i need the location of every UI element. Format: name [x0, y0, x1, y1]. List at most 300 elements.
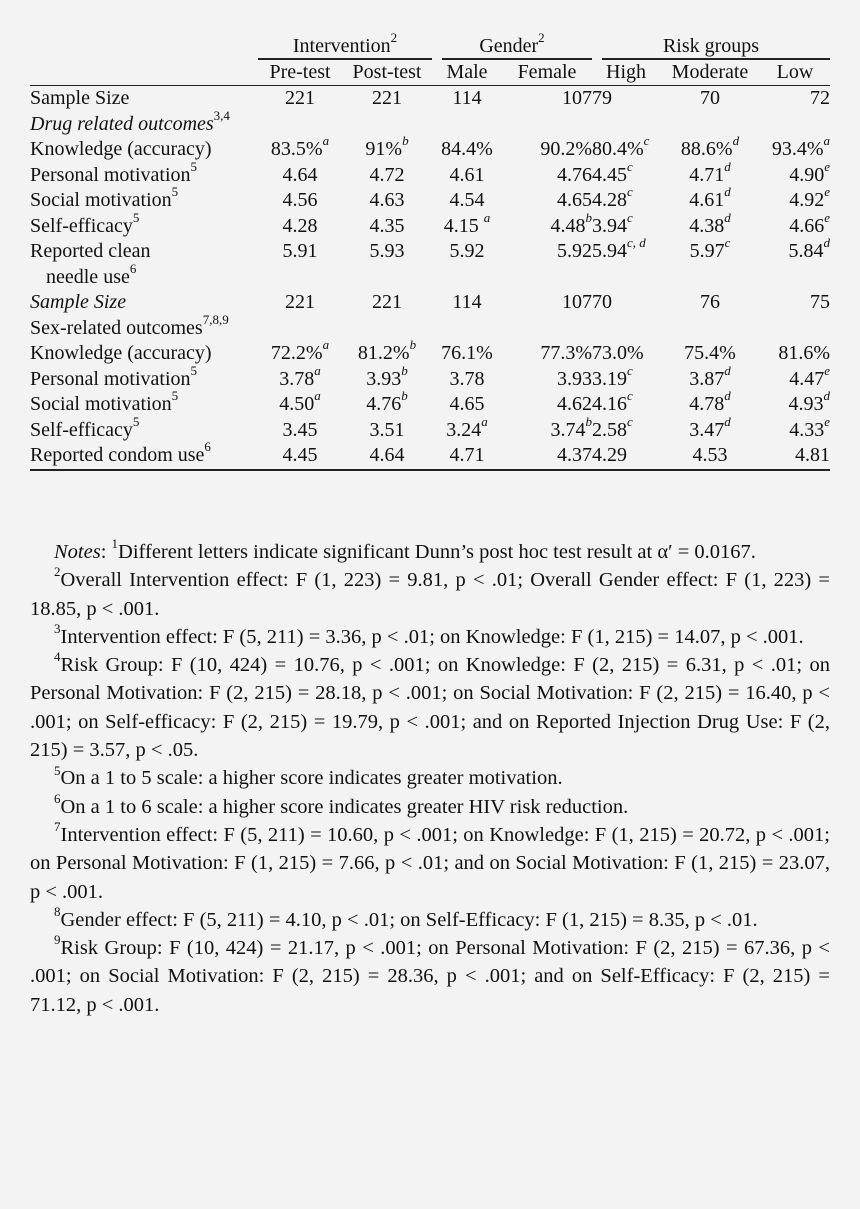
table-cell — [592, 316, 660, 342]
cell-value: 4.72 — [369, 163, 405, 186]
cell-value: 5.92 — [449, 240, 485, 262]
cell-value: 4.61 — [449, 163, 485, 186]
cell-value: 3.78 — [449, 367, 485, 390]
row-label — [30, 209, 258, 240]
column-group-label: Intervention — [292, 35, 391, 57]
footnote-mark: 6 — [54, 790, 61, 806]
footnote-mark: 5 — [190, 158, 198, 174]
significance-letter: b — [409, 337, 417, 353]
cell-value: 5.91 — [282, 240, 318, 262]
significance-letter: c — [643, 133, 650, 149]
row-label — [30, 239, 258, 265]
cell-value: 80.4% — [592, 138, 644, 160]
footnote — [30, 566, 830, 623]
cell-value: 3.74 — [550, 418, 586, 441]
table-cell — [432, 341, 502, 367]
significance-letter: c — [627, 209, 633, 225]
footnote-text: Gender effect: F (5, 211) = 4.10, p < .01; on Self-Efficacy: F (1, 215) = 8.35, p < .01. — [60, 908, 758, 931]
footnote-text: On a 1 to 5 scale: a higher score indicates greater motivation. — [60, 767, 563, 790]
table-cell — [258, 337, 342, 367]
row-label — [30, 184, 258, 214]
significance-letter: a — [322, 133, 330, 149]
cell-value: 83.5% — [270, 138, 323, 160]
cell-value: 77.3% — [540, 342, 592, 364]
table-cell — [502, 316, 592, 342]
table-cell — [660, 290, 760, 316]
row-label-text: Knowledge (accuracy) — [30, 138, 212, 160]
row-label — [30, 362, 258, 393]
table-cell — [502, 290, 592, 316]
footnote-mark: 2 — [54, 564, 61, 580]
cell-value: 3.93 — [557, 367, 592, 390]
table-row — [30, 163, 830, 189]
footnote-mark: 2 — [538, 30, 545, 46]
table-cell — [258, 86, 342, 112]
column-header-cell: Moderate — [660, 60, 760, 86]
column-header-cell: Post-test — [342, 60, 432, 86]
table-cell — [342, 388, 432, 418]
table-cell — [342, 337, 432, 367]
table-cell — [760, 112, 830, 138]
footnote-mark: 6 — [204, 439, 211, 455]
table-cell — [660, 388, 760, 418]
cell-value: 84.4% — [441, 138, 493, 160]
table-cell — [258, 443, 342, 470]
table-cell — [432, 112, 502, 138]
table-cell — [592, 265, 660, 291]
table-row — [30, 290, 830, 316]
significance-letter: e — [824, 158, 830, 174]
column-header-cell: Female — [502, 60, 592, 86]
significance-letter: a — [483, 209, 491, 225]
row-label — [30, 311, 258, 342]
footnote — [30, 764, 830, 792]
cell-value: 4.16 — [592, 393, 627, 415]
table-cell — [258, 239, 342, 265]
table-cell — [342, 239, 432, 265]
table-cell — [432, 163, 502, 189]
header-blank — [30, 60, 258, 86]
table-cell — [432, 265, 502, 291]
cell-value: 4.76 — [366, 393, 402, 415]
cell-value: 2.58 — [592, 418, 627, 441]
footnote — [30, 906, 830, 934]
table-cell — [258, 362, 342, 393]
table-row — [30, 367, 830, 393]
table-cell — [592, 362, 660, 393]
cell-value: 81.2% — [357, 342, 410, 364]
cell-value: 81.6% — [778, 342, 830, 364]
cell-value: 79 — [592, 87, 612, 109]
cell-value: 3.51 — [369, 418, 405, 441]
table-row — [30, 188, 830, 214]
significance-letter: c, d — [627, 235, 646, 251]
table-cell — [258, 133, 342, 163]
cell-value: 3.93 — [366, 367, 402, 390]
row-label-text: Sample Size — [30, 291, 127, 313]
significance-letter: b — [401, 362, 408, 378]
table-cell — [432, 239, 502, 265]
cell-value: 76 — [700, 291, 720, 313]
significance-letter: d — [724, 388, 731, 404]
column-group-label: Risk groups — [662, 35, 760, 57]
table-cell — [760, 388, 830, 418]
cell-value: 114 — [452, 87, 482, 109]
table-cell — [432, 392, 502, 418]
footnote-text: Risk Group: F (10, 424) = 21.17, p < .001; on Personal Motivation: F (2, 215) = 67.36, p < .001; on Social Motivation: F (2, 215) = 28.36, p < .001; and on Self-Efficacy: F (2, 215) = 71.12, p < .001. — [30, 937, 830, 1016]
cell-value: 4.92 — [789, 189, 825, 211]
table-row — [30, 137, 830, 163]
table-cell — [342, 418, 432, 444]
cell-value: 4.54 — [449, 189, 485, 211]
table-cell — [432, 316, 502, 342]
column-group-label: Gender — [479, 35, 539, 57]
significance-letter: b — [401, 388, 408, 404]
significance-letter: d — [724, 209, 731, 225]
table-cell — [660, 265, 760, 291]
column-group-2 — [432, 30, 592, 60]
table-cell — [592, 341, 660, 367]
significance-letter: a — [314, 388, 321, 404]
table-cell — [432, 137, 502, 163]
table-cell — [760, 133, 830, 163]
table-cell — [258, 112, 342, 138]
table-cell — [760, 290, 830, 316]
cell-value: 4.33 — [789, 418, 825, 441]
cell-value: 3.47 — [689, 418, 725, 441]
footnote-mark: 4 — [54, 649, 61, 665]
table-cell — [342, 86, 432, 112]
footnote-text: On a 1 to 6 scale: a higher score indicates greater HIV risk reduction. — [60, 795, 629, 818]
significance-letter: a — [322, 337, 330, 353]
table-cell — [592, 388, 660, 418]
table-cell — [342, 265, 432, 291]
column-group-1 — [258, 30, 432, 60]
table-cell — [258, 265, 342, 291]
table-cell — [660, 341, 760, 367]
significance-letter: c — [627, 362, 633, 378]
footnote: Notes: $^1$Different letters indicate significant Dunn’s post hoc test result at α′ = 0.0167. — [54, 536, 756, 563]
cell-value: 72 — [810, 87, 830, 109]
cell-value: 4.76 — [557, 163, 592, 186]
cell-value: 4.65 — [449, 393, 485, 415]
cell-value: 4.28 — [592, 189, 627, 211]
table-cell — [502, 86, 592, 112]
table-row — [30, 112, 830, 138]
row-label-text: Personal motivation — [30, 367, 191, 390]
cell-value: 4.15 — [443, 214, 484, 237]
row-label-text: Personal motivation — [30, 163, 191, 186]
table-cell — [760, 86, 830, 112]
column-header — [30, 60, 830, 86]
cell-value: 221 — [285, 87, 315, 109]
table-cell — [592, 235, 660, 265]
significance-letter: c — [627, 158, 633, 174]
group-underline — [602, 58, 830, 60]
table-cell — [592, 290, 660, 316]
table-cell — [760, 209, 830, 240]
table-cell — [760, 341, 830, 367]
table-cell — [660, 158, 760, 189]
row-label-text: Sex-related outcomes — [30, 316, 203, 339]
row-label-text: Sample Size — [30, 87, 130, 109]
table-cell — [342, 362, 432, 393]
cell-value: 107 — [562, 291, 592, 313]
table-cell — [660, 209, 760, 240]
cell-value: 3.78 — [279, 367, 315, 390]
cell-value: 221 — [372, 291, 402, 313]
footnote — [30, 934, 830, 1019]
table-cell — [592, 443, 660, 470]
cell-value: 114 — [452, 291, 482, 313]
row-label — [30, 388, 258, 418]
footnote-text: Risk Group: F (10, 424) = 10.76, p < .001; on Knowledge: F (2, 215) = 6.31, p < .01; on Personal Motivation: F (2, 215) = 28.18, p < .001; on Social Motivation: F (2, 215) = 16.40, p < .001; on Self-efficacy: F (2, 215) = 19.79, p < .001; and on Reported Injection Drug Use: F (2, 215) = 3.57, p < .05. — [30, 654, 830, 762]
significance-letter: a — [823, 133, 830, 149]
cell-value: 3.45 — [282, 418, 318, 441]
significance-letter: c — [627, 413, 633, 429]
table-row — [30, 214, 830, 240]
table-cell — [660, 184, 760, 214]
cell-value: 4.64 — [282, 163, 318, 186]
cell-value: 73.0% — [592, 342, 644, 364]
footnote-mark: 1 — [111, 536, 119, 552]
cell-value: 75 — [810, 291, 830, 313]
footnote-mark: 7,8,9 — [202, 311, 229, 327]
table-cell — [502, 341, 592, 367]
table-cell — [760, 362, 830, 393]
significance-letter: e — [824, 362, 830, 378]
table-cell — [660, 112, 760, 138]
cell-value: 72.2% — [270, 342, 323, 364]
cell-value: 4.78 — [689, 393, 725, 415]
group-underline — [258, 58, 432, 60]
table-cell — [760, 413, 830, 444]
table-cell — [592, 133, 660, 163]
table-cell — [502, 188, 592, 214]
row-label — [30, 260, 258, 291]
footnote-mark: 3,4 — [213, 107, 230, 123]
cell-value: 4.37 — [557, 444, 592, 466]
table-row — [30, 265, 830, 291]
significance-letter: d — [724, 413, 731, 429]
column-group-3 — [592, 34, 830, 60]
table-cell — [592, 112, 660, 138]
footnote-mark: 5 — [190, 362, 198, 378]
table-row — [30, 392, 830, 418]
table-row — [30, 341, 830, 367]
table-cell — [760, 443, 830, 470]
table-cell — [342, 316, 432, 342]
cell-value: 70 — [592, 291, 612, 313]
cell-value: 4.47 — [789, 367, 825, 390]
table-row — [30, 86, 830, 112]
footnote-mark: 5 — [54, 762, 61, 778]
table-cell — [660, 133, 760, 163]
footnote-mark: 2 — [390, 30, 398, 46]
cell-value: 221 — [372, 87, 402, 109]
footnote-mark: 6 — [129, 260, 137, 276]
table-cell — [502, 367, 592, 393]
row-label-text: Reported condom use — [30, 444, 205, 466]
notes-heading: Notes — [54, 541, 101, 563]
cell-value: 5.97 — [689, 240, 725, 262]
column-header-cell: Low — [760, 60, 830, 86]
footnote — [30, 821, 830, 906]
cell-value: 5.84 — [788, 240, 824, 262]
cell-value: 4.81 — [795, 444, 830, 466]
cell-value: 91% — [365, 138, 403, 160]
cell-value: 4.45 — [592, 163, 627, 186]
row-label-text: Social motivation — [30, 393, 172, 415]
cell-value: 5.93 — [369, 240, 405, 262]
table-cell — [760, 316, 830, 342]
cell-value: 4.28 — [282, 214, 318, 237]
row-label — [30, 439, 258, 470]
cell-value: 107 — [562, 87, 592, 109]
table-cell — [432, 443, 502, 470]
row-label — [30, 341, 258, 367]
significance-letter: c — [627, 184, 633, 200]
table-row — [30, 239, 830, 265]
column-header-cell: Male — [432, 60, 502, 86]
table-cell — [432, 209, 502, 240]
table-cell — [432, 290, 502, 316]
significance-letter: e — [824, 184, 830, 200]
table-cell — [342, 290, 432, 316]
row-label — [30, 137, 258, 163]
cell-value: 4.53 — [692, 444, 728, 466]
cell-value: 4.93 — [788, 393, 824, 415]
cell-value: 5.92 — [557, 240, 592, 262]
table-cell — [660, 316, 760, 342]
table-cell — [760, 158, 830, 189]
footnote-mark: 5 — [171, 184, 179, 200]
table-cell — [258, 316, 342, 342]
footnote-mark: 5 — [171, 388, 179, 404]
table-cell — [432, 413, 502, 444]
cell-value: 4.71 — [449, 444, 485, 466]
table-cell — [258, 290, 342, 316]
footnote-text: Intervention effect: F (5, 211) = 3.36, p < .01; on Knowledge: F (1, 215) = 14.07, p < .001. — [60, 625, 804, 648]
cell-value: 4.62 — [557, 393, 592, 415]
table-cell — [502, 413, 592, 444]
significance-letter: a — [314, 362, 321, 378]
cell-value: 4.29 — [592, 444, 627, 466]
table-row — [30, 443, 830, 470]
footnote-mark: 8 — [54, 904, 61, 920]
cell-value: 4.45 — [282, 444, 318, 466]
table-cell — [432, 86, 502, 112]
row-label-text: Social motivation — [30, 189, 172, 211]
table-cell — [592, 158, 660, 189]
cell-value: 3.24 — [446, 418, 482, 441]
table-cell — [258, 163, 342, 189]
table-cell — [432, 188, 502, 214]
significance-letter: d — [823, 388, 830, 404]
table-cell — [592, 413, 660, 444]
table-cell — [660, 235, 760, 265]
footnote-mark: 5 — [132, 413, 140, 429]
table-cell — [592, 209, 660, 240]
row-label — [30, 413, 258, 444]
significance-letter: d — [732, 133, 740, 149]
footnote-mark: 7 — [54, 819, 61, 835]
table-cell — [660, 362, 760, 393]
cell-value: 76.1% — [441, 342, 493, 364]
cell-value: 4.56 — [282, 189, 318, 211]
footnote-text: Overall Intervention effect: F (1, 223) = 9.81, p < .01; Overall Gender effect: F (1, 223) = 18.85, p < .001. — [30, 569, 830, 620]
table-cell — [760, 265, 830, 291]
row-label-text: Self-efficacy — [30, 214, 133, 237]
significance-letter: c — [627, 388, 633, 404]
table-cell — [502, 443, 592, 470]
row-label-text: Self-efficacy — [30, 418, 133, 441]
row-label — [30, 158, 258, 189]
table-cell — [502, 137, 592, 163]
table-cell — [502, 209, 592, 240]
cell-value: 4.90 — [789, 163, 825, 186]
footnote-mark: 3 — [54, 621, 61, 637]
significance-letter: e — [824, 209, 830, 225]
column-group-header — [30, 34, 830, 60]
significance-letter: b — [402, 133, 409, 149]
cell-value: 4.66 — [789, 214, 825, 237]
column-header-cell: Pre-test — [258, 60, 342, 86]
table-row — [30, 418, 830, 444]
footnote — [30, 623, 830, 651]
table-cell — [760, 184, 830, 214]
cell-value: 4.61 — [689, 189, 725, 211]
column-header-cell: High — [592, 60, 660, 86]
cell-value: 93.4% — [771, 138, 824, 160]
row-label-text: Knowledge (accuracy) — [30, 342, 212, 364]
cell-value: 88.6% — [680, 138, 733, 160]
table-cell — [660, 413, 760, 444]
table-cell — [760, 235, 830, 265]
significance-letter: a — [481, 413, 488, 429]
table-cell — [592, 184, 660, 214]
significance-letter: d — [724, 158, 731, 174]
cell-value: 4.38 — [689, 214, 725, 237]
footnote-text: Different letters indicate significant Dunn’s post hoc test result at α′ = 0.0167. — [118, 541, 756, 563]
table-cell — [660, 86, 760, 112]
results-table — [30, 30, 830, 471]
table-cell — [258, 388, 342, 418]
significance-letter: b — [585, 209, 592, 225]
group-underline — [442, 58, 592, 60]
cell-value: 75.4% — [684, 342, 736, 364]
cell-value: 5.94 — [592, 240, 627, 262]
table-cell — [432, 367, 502, 393]
row-label-text: Reported clean — [30, 240, 151, 262]
significance-letter: e — [824, 413, 830, 429]
table-cell — [258, 188, 342, 214]
header-blank — [30, 34, 258, 60]
table-cell — [342, 214, 432, 240]
cell-value: 70 — [700, 87, 720, 109]
row-label-text: Drug related outcomes — [30, 112, 214, 135]
cell-value: 3.19 — [592, 367, 627, 390]
table-cell — [258, 214, 342, 240]
cell-value: 4.50 — [279, 393, 315, 415]
significance-letter: b — [585, 413, 592, 429]
table-notes — [30, 538, 830, 1019]
cell-value: 3.94 — [592, 214, 627, 237]
significance-letter: d — [823, 235, 830, 251]
cell-value: 4.63 — [369, 189, 405, 211]
table-cell — [342, 112, 432, 138]
significance-letter: d — [724, 184, 731, 200]
